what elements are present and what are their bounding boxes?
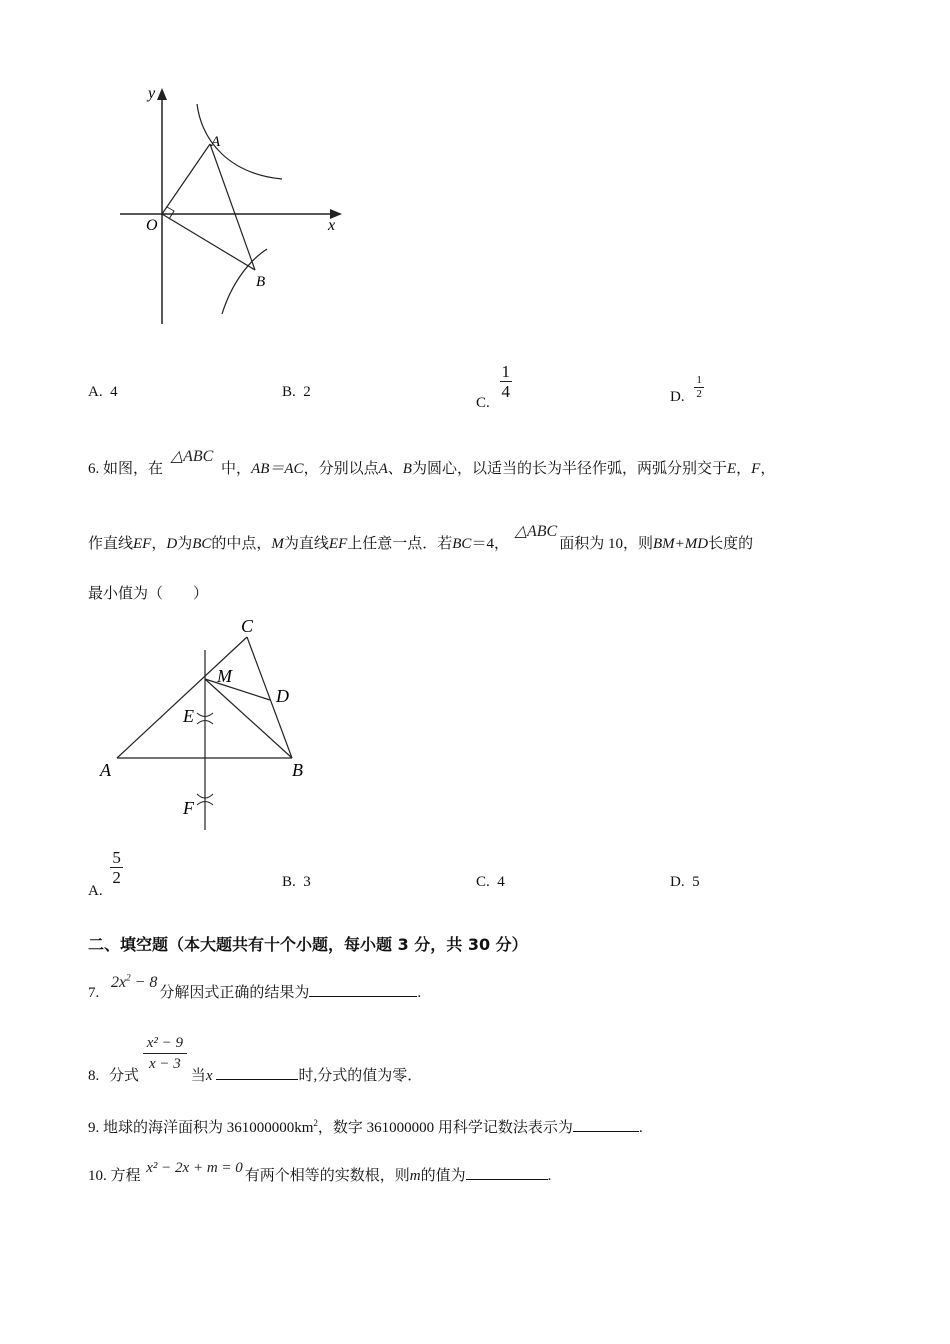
label-a: A: [100, 760, 111, 780]
q6-option-a[interactable]: A. $\frac{5}{2}$: [88, 848, 121, 899]
section-2-title: 二、填空题（本大题共有十个小题，每小题 3 分，共 30 分）: [88, 935, 528, 954]
q5-option-d[interactable]: D. $\frac{1}{2}$: [670, 374, 702, 405]
q6-line-1: 6. 如图，在 △ABC 中，AB＝AC，分别以点A、B为圆心，以适当的长为半径作弧，两弧分别交于E，F，: [88, 448, 776, 477]
q5-option-a[interactable]: A. 4: [88, 384, 118, 400]
q10-equation: x² − 2x + m = 0: [146, 1160, 243, 1176]
label-e: E: [183, 706, 194, 726]
q8: 8. 分式 $\frac{\text{x² − 9}}{x - 3}$ 当x 时,分式的值为零．: [88, 1035, 423, 1084]
q8-answer-blank[interactable]: [216, 1065, 298, 1080]
q5-option-b[interactable]: B. 2: [282, 384, 311, 400]
q6-option-d[interactable]: D. 5: [670, 874, 700, 890]
q5-figure: [110, 82, 360, 332]
label-c: C: [241, 616, 254, 636]
label-b: B: [292, 760, 303, 780]
label-f: F: [183, 798, 194, 818]
q7-number: 7.: [88, 985, 100, 1001]
label-d: D: [276, 686, 289, 706]
q8-number: 8.: [88, 1067, 100, 1084]
q7-answer-blank[interactable]: [309, 982, 417, 997]
q6-option-a-fraction: $\frac{5}{2}$: [112, 848, 121, 887]
segment-oa: [162, 144, 210, 214]
q6-line-3: 最小值为（ ）: [88, 586, 209, 602]
hyperbola-upper: [197, 104, 282, 179]
q8-fraction: $\frac{\text{x² − 9}}{x - 3}$: [143, 1034, 187, 1075]
q6-triangle-abc-2: △ABC: [514, 523, 558, 540]
q10-number: 10.: [88, 1168, 107, 1184]
q6-option-c[interactable]: C. 4: [476, 874, 505, 890]
label-x: x: [328, 217, 336, 234]
segment-ob: [162, 214, 255, 270]
y-axis-arrow: [157, 88, 167, 100]
q10-answer-blank[interactable]: [466, 1165, 548, 1180]
q5-option-d-fraction: $\frac{1}{2}$: [696, 374, 702, 400]
segment-md: [205, 679, 270, 700]
q9-answer-blank[interactable]: [573, 1117, 639, 1132]
label-m: M: [217, 666, 232, 686]
q5-option-c[interactable]: C. $\frac{1}{4}$: [476, 362, 511, 411]
q9: 9. 地球的海洋面积为 $361000000km^2$，数字 361000000 用科学记数法表示为 .: [88, 1118, 643, 1136]
q6-number: 6.: [88, 461, 100, 477]
label-a: A: [211, 134, 221, 150]
q6-triangle-abc: △ABC: [170, 448, 214, 465]
q10: 10. 方程 x² − 2x + m = 0 有两个相等的实数根，则m的值为 .: [88, 1160, 552, 1184]
side-ac: [117, 637, 247, 758]
q6-line-2: 作直线EF，D为BC的中点，M为直线EF上任意一点．若BC＝4， △ABC面积为 10，则BM+MD长度的: [88, 523, 754, 552]
q6-option-b[interactable]: B. 3: [282, 874, 311, 890]
label-y: y: [148, 85, 156, 102]
q7-expression: $2x^2 - 8$: [111, 972, 158, 991]
q7: 7. $2x^2 - 8$分解因式正确的结果为 .: [88, 972, 422, 1001]
q6-figure: [95, 612, 325, 837]
label-b: B: [256, 274, 266, 290]
label-o: O: [146, 217, 158, 234]
q5-option-c-fraction: $\frac{1}{4}$: [501, 362, 511, 401]
q9-number: 9.: [88, 1120, 100, 1136]
